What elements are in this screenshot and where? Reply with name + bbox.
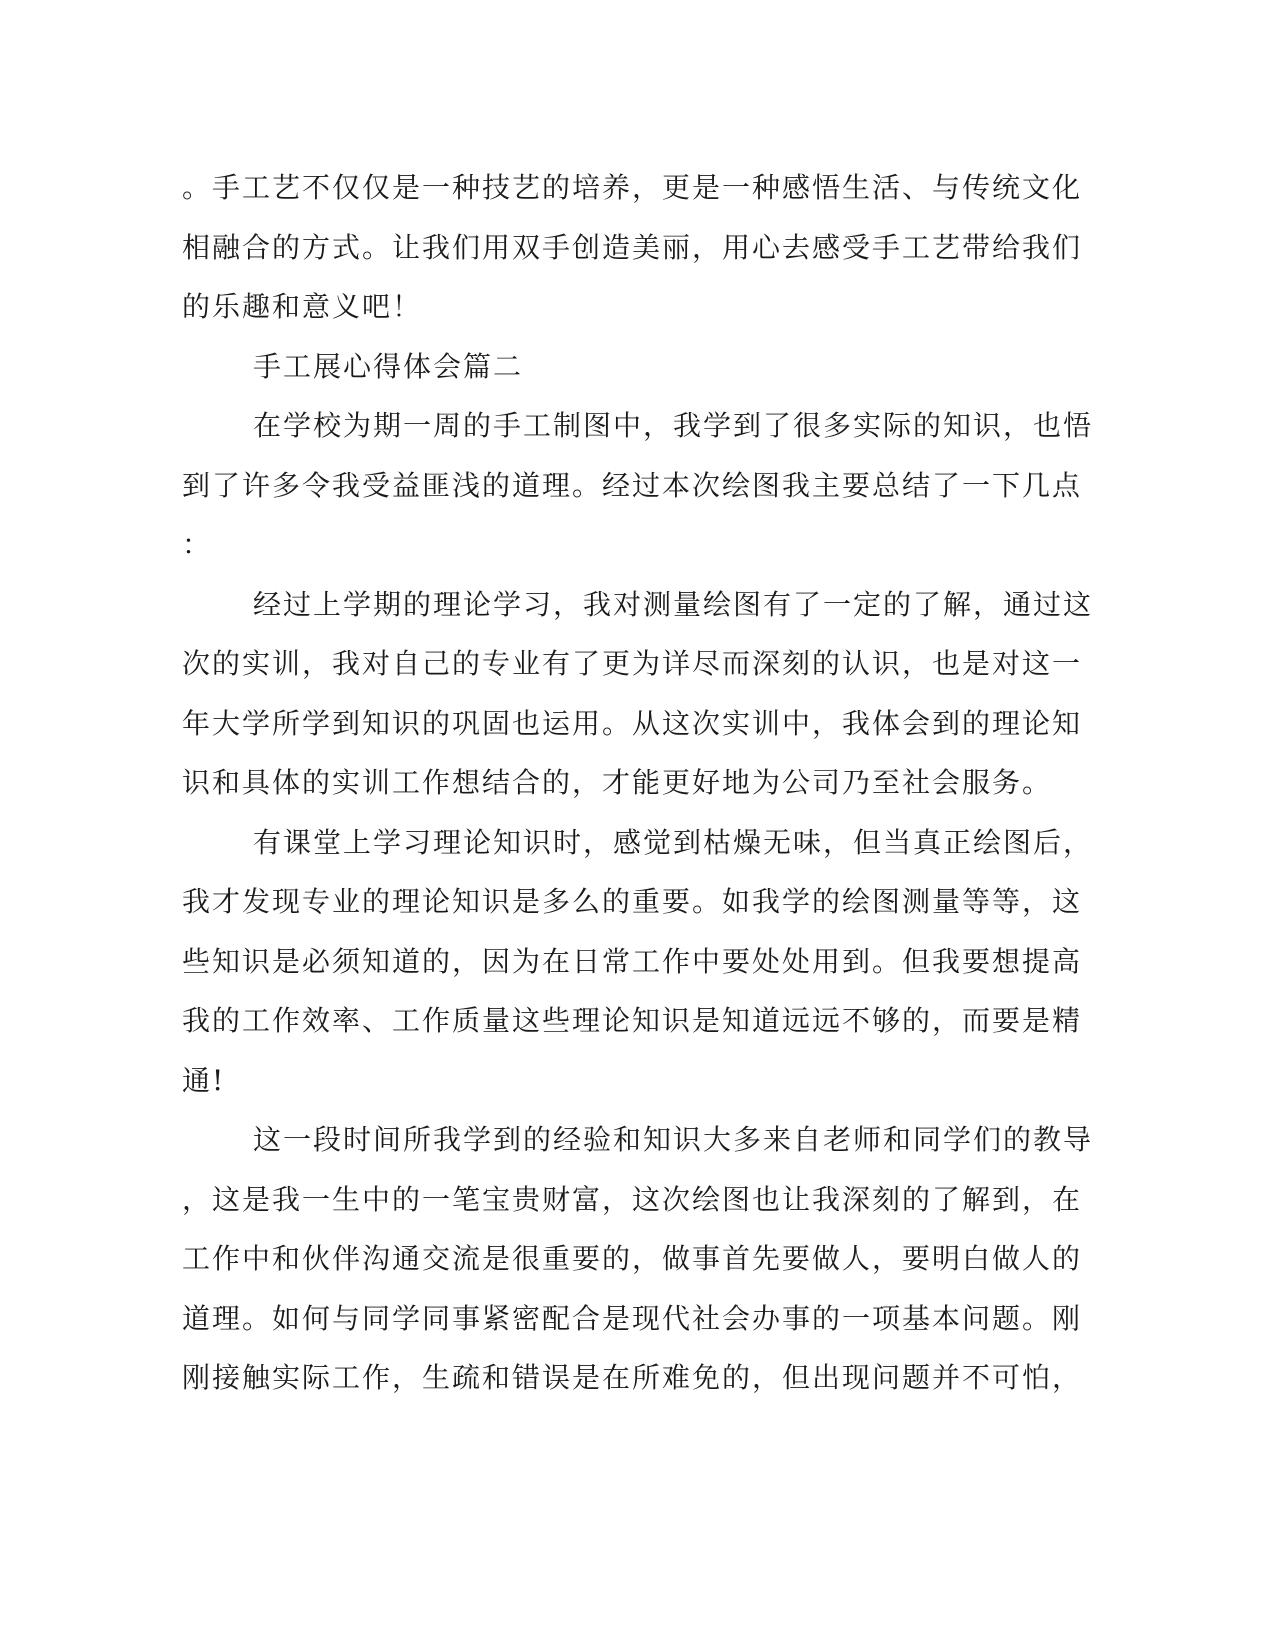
text-line: 通! xyxy=(182,1063,226,1097)
text-line: 道理。如何与同学同事紧密配合是现代社会办事的一项基本问题。刚 xyxy=(182,1301,1083,1335)
text-line: 相融合的方式。让我们用双手创造美丽，用心去感受手工艺带给我们 xyxy=(182,230,1083,264)
text-line: 次的实训，我对自己的专业有了更为详尽而深刻的认识，也是对这一 xyxy=(182,647,1083,680)
text-line: 识和具体的实训工作想结合的，才能更好地为公司乃至社会服务。 xyxy=(182,766,1053,799)
text-line: 有课堂上学习理论知识时，感觉到枯燥无味，但当真正绘图后， xyxy=(253,825,1094,859)
text-line: 到了许多令我受益匪浅的道理。经过本次绘图我主要总结了一下几点 xyxy=(182,468,1083,502)
text-line: ，这是我一生中的一笔宝贵财富，这次绘图也让我深刻的了解到，在 xyxy=(182,1182,1083,1216)
text-line: 在学校为期一周的手工制图中，我学到了很多实际的知识，也悟 xyxy=(253,409,1094,442)
text-line: 些知识是必须知道的，因为在日常工作中要处处用到。但我要想提高 xyxy=(182,944,1083,978)
text-line: 我的工作效率、工作质量这些理论知识是知道远远不够的，而要是精 xyxy=(182,1004,1083,1037)
text-line: 。手工艺不仅仅是一种技艺的培养，更是一种感悟生活、与传统文化 xyxy=(182,171,1083,204)
text-line: 经过上学期的理论学习，我对测量绘图有了一定的了解，通过这 xyxy=(253,587,1094,621)
text-line: 我才发现专业的理论知识是多么的重要。如我学的绘图测量等等，这 xyxy=(182,885,1083,918)
section-heading: 手工展心得体会篇二 xyxy=(253,349,524,383)
text-line: 工作中和伙伴沟通交流是很重要的，做事首先要做人，要明白做人的 xyxy=(182,1242,1083,1275)
text-line: 年大学所学到知识的巩固也运用。从这次实训中，我体会到的理论知 xyxy=(182,706,1083,740)
body-text xyxy=(182,158,1094,1408)
text-line: 这一段时间所我学到的经验和知识大多来自老师和同学们的教导 xyxy=(253,1123,1094,1156)
text-line: ： xyxy=(182,528,213,561)
text-line: 的乐趣和意义吧！ xyxy=(182,290,423,323)
text-line: 刚接触实际工作，生疏和错误是在所难免的，但出现问题并不可怕， xyxy=(182,1361,1083,1394)
